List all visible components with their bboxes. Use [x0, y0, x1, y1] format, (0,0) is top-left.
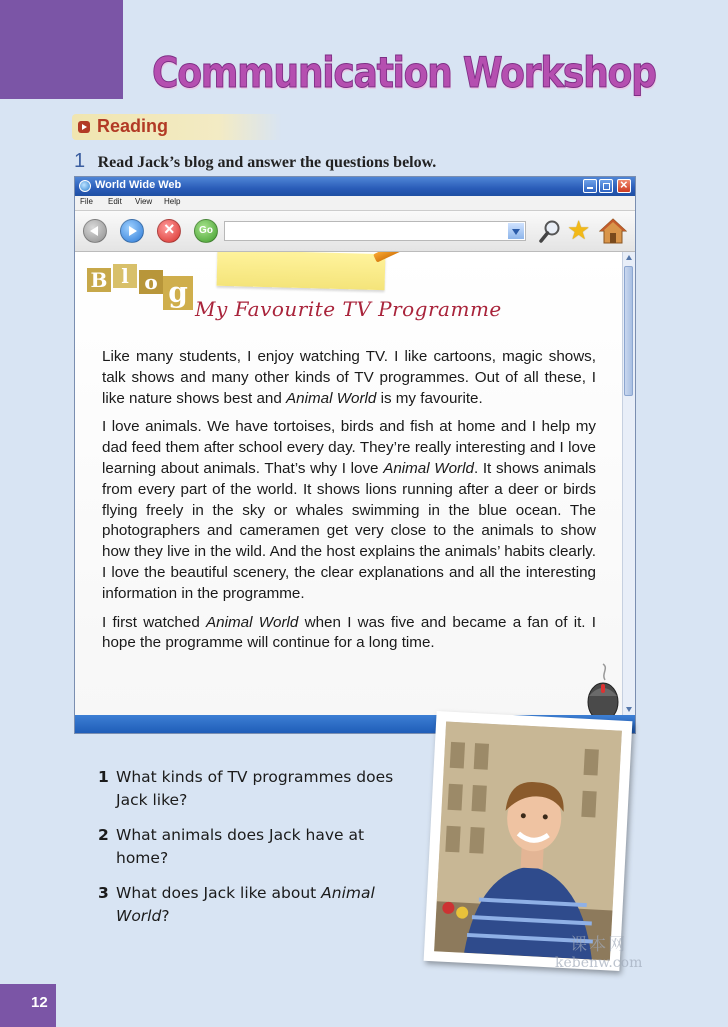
- blog-letter-tile: l: [113, 264, 137, 288]
- stop-button[interactable]: [157, 219, 181, 243]
- search-icon[interactable]: [539, 219, 561, 243]
- emphasized-title: Animal World: [116, 884, 375, 925]
- section-tag: [72, 114, 282, 140]
- question-item: [98, 766, 418, 812]
- question-number: 1: [98, 768, 109, 786]
- blog-letter-tile: o: [139, 270, 163, 294]
- blog-paragraph: Like many students, I enjoy watching TV. I like cartoons, magic shows, talk shows and many other kinds of TV programmes. Out of all these, I like nature shows best and Animal World is my favourite.: [102, 348, 596, 407]
- maximize-button[interactable]: [599, 179, 613, 193]
- exercise-number: 1: [74, 150, 86, 172]
- close-button[interactable]: [617, 179, 631, 193]
- browser-window: [74, 176, 636, 734]
- menu-item-edit[interactable]: Edit: [108, 197, 122, 206]
- blog-logo: [87, 262, 197, 310]
- photo-illustration: [434, 722, 622, 961]
- blog-paragraph: I first watched Animal World when I was five and became a fan of it. I hope the programme will continue for a long time.: [102, 613, 596, 652]
- menu-bar: [75, 196, 635, 211]
- emphasized-title: Animal World: [206, 613, 299, 631]
- emphasized-title: Animal World: [286, 389, 377, 407]
- question-item: [98, 824, 418, 870]
- forward-button[interactable]: [120, 219, 144, 243]
- vertical-scrollbar[interactable]: [622, 252, 635, 715]
- scroll-down-arrow-icon[interactable]: [626, 707, 632, 712]
- page-number: 12: [31, 994, 48, 1011]
- page-title: Communication Workshop: [152, 48, 656, 97]
- question-number: 3: [98, 884, 109, 902]
- question-text: What does Jack like about Animal World?: [116, 884, 375, 925]
- question-text: What kinds of TV programmes does Jack like?: [116, 768, 394, 809]
- favorites-star-icon[interactable]: ★: [567, 215, 591, 245]
- browser-titlebar: [75, 177, 635, 196]
- minimize-button[interactable]: [583, 179, 597, 193]
- home-icon[interactable]: [599, 217, 627, 245]
- scroll-up-arrow-icon[interactable]: [626, 255, 632, 260]
- scrollbar-thumb[interactable]: [624, 266, 633, 396]
- sticky-note: [217, 252, 386, 290]
- section-label: Reading: [97, 116, 169, 136]
- student-photo: [434, 722, 622, 961]
- back-button[interactable]: [83, 219, 107, 243]
- watermark: [555, 930, 642, 971]
- menu-item-view[interactable]: View: [135, 197, 153, 206]
- globe-icon: [79, 180, 91, 192]
- computer-mouse-icon: [583, 662, 623, 715]
- pencil-decoration: [373, 252, 495, 263]
- corner-accent-block: [0, 0, 123, 99]
- blog-paragraph: I love animals. We have tortoises, birds and fish at home and I help my dad feed them after school every day. They’re really interesting and I love learning about animals. That’s why I love Animal World. It shows animals from every part of the world. It shows lions running after a deer or birds flying freely in the sky or whales swimming in the blue ocean. The photographers and cameramen get very close to the animals to show how they live in the wild. And the host explains the animals’ habits clearly. I love the beautiful scenery, the clear explanations and all the interesting information in the programme.: [102, 418, 596, 602]
- blog-heading: My Favourite TV Programme: [195, 297, 502, 321]
- question-item: [98, 882, 418, 928]
- blog-page: [75, 252, 623, 715]
- question-list: [98, 766, 418, 940]
- menu-item-file[interactable]: File: [80, 197, 93, 206]
- blog-body: [102, 347, 596, 662]
- address-input[interactable]: [224, 221, 526, 241]
- question-number: 2: [98, 826, 109, 844]
- watermark-line-1: 课本网: [570, 935, 628, 954]
- instruction-text: Read Jack’s blog and answer the questions below.: [97, 154, 437, 171]
- menu-item-help[interactable]: Help: [164, 197, 181, 206]
- exercise-instruction: [74, 150, 436, 173]
- emphasized-title: Animal World: [383, 459, 474, 477]
- browser-toolbar: [75, 211, 635, 252]
- watermark-line-2: kebenw.com: [555, 955, 643, 971]
- window-title: World Wide Web: [95, 179, 182, 191]
- page-number-box: [0, 984, 56, 1027]
- chevron-down-icon[interactable]: [508, 223, 524, 239]
- question-text: What animals does Jack have at home?: [116, 826, 365, 867]
- blog-letter-tile: B: [87, 268, 111, 292]
- play-icon: [78, 121, 90, 133]
- go-button[interactable]: Go: [194, 219, 218, 243]
- blog-letter-tile: g: [163, 276, 193, 310]
